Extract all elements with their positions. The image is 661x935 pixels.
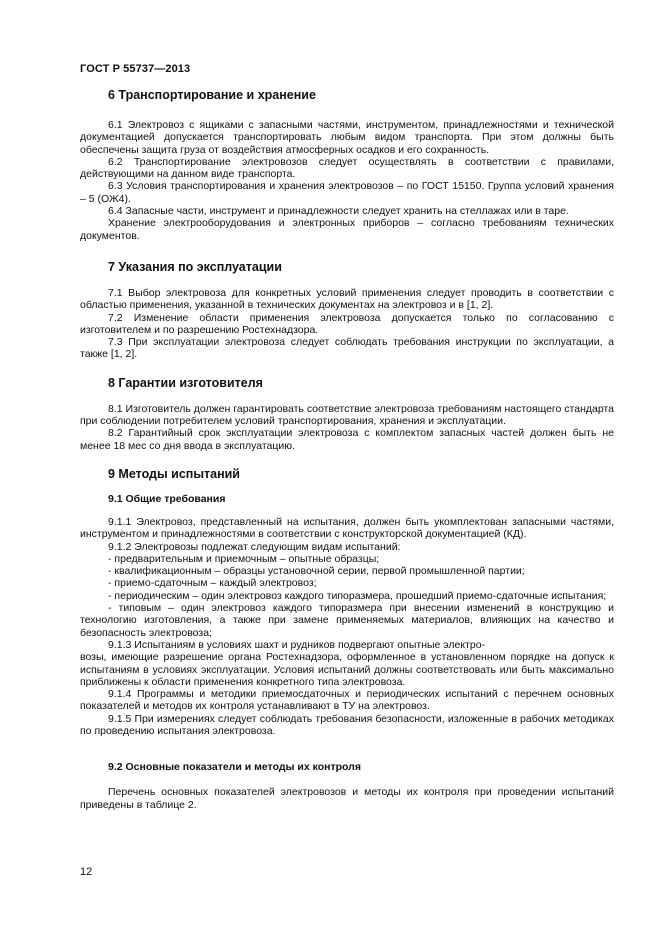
list-item-preliminary: - предварительным и приемочным – опытные образцы; [108, 552, 380, 565]
paragraph-9-1-2: 9.1.2 Электровозы подлежат следующим видам испытаний: [108, 540, 401, 553]
paragraph-6-2: 6.2 Транспортирование электровозов следует осуществлять в соответствии с правилами, действующими на данном виде транспорта. [80, 155, 614, 181]
section-9-title: 9 Методы испытаний [108, 466, 240, 481]
paragraph-9-1-1: 9.1.1 Электровоз, представленный на испытания, должен быть укомплектован запасными частями, инструментом и принадлежностями в соответствии с конструкторской документацией (КД). [80, 515, 614, 541]
paragraph-8-1: 8.1 Изготовитель должен гарантировать соответствие электровоза требованиям настоящего стандарта при соблюдении потребителем условий транспортирования, хранения и эксплуатации. [80, 402, 614, 428]
section-7-title: 7 Указания по эксплуатации [108, 259, 282, 274]
paragraph-7-1: 7.1 Выбор электровоза для конкретных условий применения следует проводить в соответствии с областью применения, указанной в технических документах на электровоз и в [1, 2]. [80, 286, 614, 312]
paragraph-6-3: 6.3 Условия транспортирования и хранения электровозов – по ГОСТ 15150. Группа условий хранения – 5 (ОЖ4). [80, 180, 614, 205]
paragraph-9-1-4: 9.1.4 Программы и методики приемосдаточных и периодических испытаний с перечнем основных показателей и методов их контроля устанавливают в ТУ на электровоз. [80, 688, 614, 713]
list-item-acceptance: - приемо-сдаточным – каждый электровоз; [108, 577, 317, 590]
paragraph-9-2: Перечень основных показателей электровозов и методы их контроля при проведении испытаний приведены в таблице 2. [80, 786, 614, 811]
paragraph-7-3: 7.3 При эксплуатации электровоза следует соблюдать требования инструкции по эксплуатации, а также [1, 2]. [80, 336, 614, 361]
page-number: 12 [80, 866, 93, 878]
document-header: ГОСТ Р 55737—2013 [80, 63, 191, 75]
paragraph-7-2: 7.2 Изменение области применения электровоза допускается только по согласованию с изготовителем и по разрешению Ростехнадзора. [80, 311, 614, 336]
section-6-title: 6 Транспортирование и хранение [108, 88, 316, 102]
paragraph-9-1-3-rest: возы, имеющие разрешение органа Ростехнадзора, оформленное в установленном порядке на допуск к испытаниям в условиях эксплуатации. Условия испытаний должны соответствовать или быть максимально приближены к области применения конкретного типа электровоза. [80, 651, 614, 688]
paragraph-6-4-storage: Хранение электрооборудования и электронных приборов – согласно требованиям технических документов. [80, 217, 614, 242]
document-body [80, 88, 614, 811]
paragraph-9-1-5: 9.1.5 При измерениях следует соблюдать требования безопасности, изложенные в рабочих методиках по проведению испытания электровоза. [80, 712, 614, 737]
list-item-periodic: - периодическим – один электровоз каждого типоразмера, прошедший приемо-сдаточные испытания; [108, 589, 607, 602]
paragraph-6-1: 6.1 Электровоз с ящиками с запасными частями, инструментом, принадлежностями и технической документацией допускается транспортировать любым видом транспорта. При этом должны быть обеспечены защита груза от воздействия атмосферных осадков и его сохранность. [80, 119, 614, 156]
paragraph-6-4: 6.4 Запасные части, инструмент и принадлежности следует хранить на стеллажах или в таре. [108, 205, 569, 218]
subsection-9-1-title: 9.1 Общие требования [108, 492, 226, 505]
list-item-qualification: - квалификационным – образцы установочной серии, первой промышленной партии; [108, 565, 525, 578]
subsection-9-2-title: 9.2 Основные показатели и методы их контроля [108, 761, 361, 774]
section-8-title: 8 Гарантии изготовителя [108, 375, 263, 390]
list-item-type: - типовым – один электровоз каждого типоразмера при внесении изменений в конструкцию и технологию изготовления, а также при замене применяемых материалов, влияющих на качество и безопасность электровоза; [80, 602, 614, 639]
paragraph-8-2: 8.2 Гарантийный срок эксплуатации электровоза с комплектом запасных частей должен быть не менее 18 мес со дня ввода в эксплуатацию. [80, 427, 614, 452]
paragraph-9-1-3-start: 9.1.3 Испытаниям в условиях шахт и рудников подвергают опытные электро- [108, 638, 486, 651]
